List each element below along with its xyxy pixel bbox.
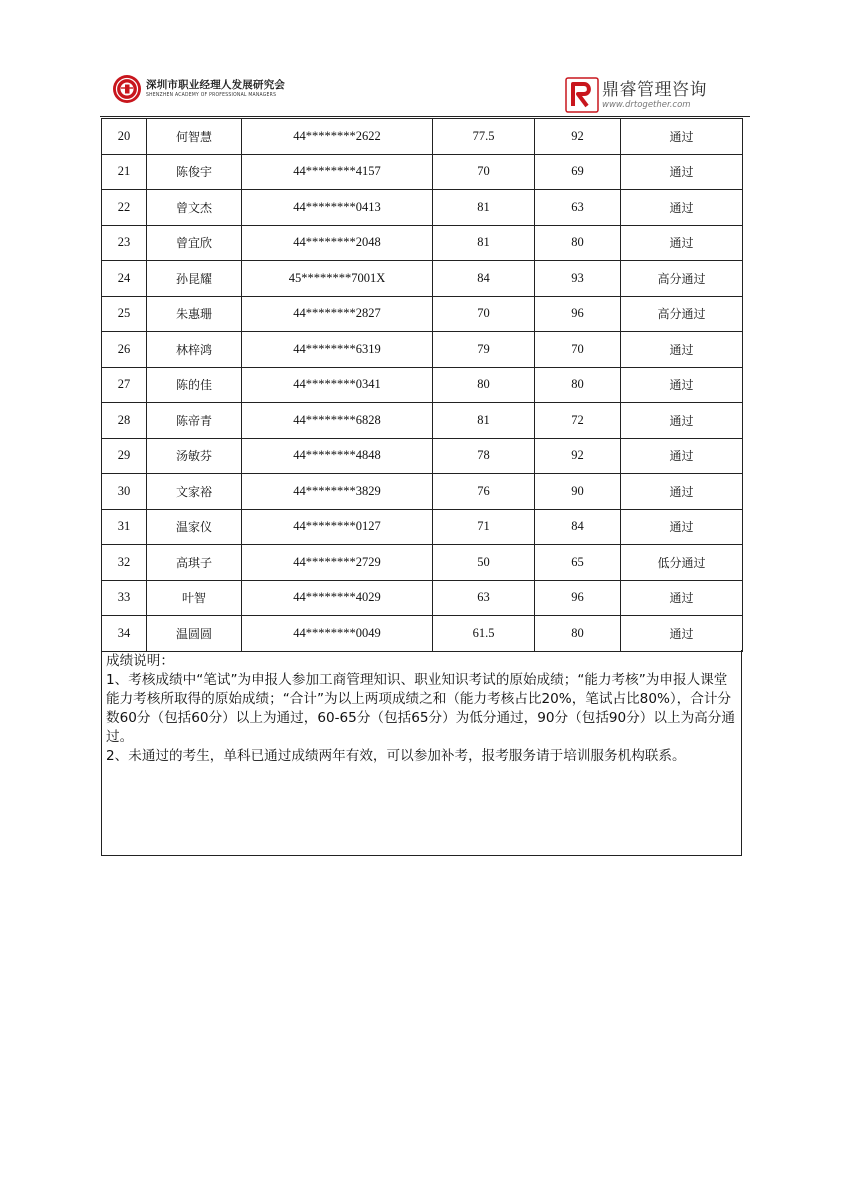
candidate-name: 陈帝青 — [147, 403, 242, 439]
ability-score: 96 — [535, 580, 621, 616]
candidate-name: 陈俊宇 — [147, 154, 242, 190]
result-status: 通过 — [621, 403, 743, 439]
row-number: 22 — [102, 190, 147, 226]
score-table — [101, 118, 743, 652]
id-number: 44********4157 — [242, 154, 433, 190]
score-table-body — [102, 119, 743, 652]
ability-score: 92 — [535, 119, 621, 155]
company-logo — [565, 77, 599, 113]
ability-score: 80 — [535, 367, 621, 403]
table-row — [102, 545, 743, 581]
candidate-name: 孙昆耀 — [147, 261, 242, 297]
candidate-name: 高琪子 — [147, 545, 242, 581]
result-status: 通过 — [621, 616, 743, 652]
table-row — [102, 296, 743, 332]
result-status: 通过 — [621, 119, 743, 155]
written-score: 50 — [433, 545, 535, 581]
ability-score: 93 — [535, 261, 621, 297]
written-score: 76 — [433, 474, 535, 510]
table-row — [102, 474, 743, 510]
table-row — [102, 403, 743, 439]
result-status: 通过 — [621, 154, 743, 190]
candidate-name: 曾宜欣 — [147, 225, 242, 261]
row-number: 30 — [102, 474, 147, 510]
company-name: 鼎睿管理咨询 — [602, 80, 707, 100]
id-number: 44********4848 — [242, 438, 433, 474]
id-number: 44********2622 — [242, 119, 433, 155]
score-notes — [101, 650, 742, 856]
table-row — [102, 154, 743, 190]
table-row — [102, 509, 743, 545]
table-row — [102, 190, 743, 226]
result-status: 通过 — [621, 438, 743, 474]
row-number: 32 — [102, 545, 147, 581]
table-row — [102, 367, 743, 403]
row-number: 33 — [102, 580, 147, 616]
candidate-name: 陈的佳 — [147, 367, 242, 403]
written-score: 70 — [433, 296, 535, 332]
result-status: 通过 — [621, 367, 743, 403]
written-score: 81 — [433, 403, 535, 439]
result-status: 通过 — [621, 225, 743, 261]
id-number: 44********4029 — [242, 580, 433, 616]
candidate-name: 曾文杰 — [147, 190, 242, 226]
company-url: www.drtogether.com — [602, 100, 691, 110]
written-score: 70 — [433, 154, 535, 190]
ability-score: 80 — [535, 616, 621, 652]
result-status: 高分通过 — [621, 261, 743, 297]
candidate-name: 何智慧 — [147, 119, 242, 155]
candidate-name: 朱惠珊 — [147, 296, 242, 332]
row-number: 20 — [102, 119, 147, 155]
written-score: 81 — [433, 190, 535, 226]
association-logo — [112, 74, 142, 104]
written-score: 84 — [433, 261, 535, 297]
row-number: 29 — [102, 438, 147, 474]
result-status: 高分通过 — [621, 296, 743, 332]
table-row — [102, 119, 743, 155]
ability-score: 80 — [535, 225, 621, 261]
ability-score: 70 — [535, 332, 621, 368]
id-number: 44********6828 — [242, 403, 433, 439]
ability-score: 84 — [535, 509, 621, 545]
ability-score: 90 — [535, 474, 621, 510]
id-number: 44********2827 — [242, 296, 433, 332]
written-score: 61.5 — [433, 616, 535, 652]
written-score: 81 — [433, 225, 535, 261]
id-number: 44********2048 — [242, 225, 433, 261]
candidate-name: 温家仪 — [147, 509, 242, 545]
id-number: 44********0049 — [242, 616, 433, 652]
ability-score: 65 — [535, 545, 621, 581]
company-header — [565, 76, 707, 114]
association-name-english: SHENZHEN ACADEMY OF PROFESSIONAL MANAGERS — [146, 92, 277, 98]
notes-item-1: 1、考核成绩中“笔试”为申报人参加工商管理知识、职业知识考试的原始成绩；“能力考核”为申报人课堂能力考核所取得的原始成绩；“合计”为以上两项成绩之和（能力考核占比20%，笔试占比80%），合计分数60分（包括60分）以上为通过，60-65分（包括65分）为低分通过，90分（包括90分）以上为高分通过。 — [106, 672, 735, 745]
ability-score: 92 — [535, 438, 621, 474]
result-status: 通过 — [621, 580, 743, 616]
row-number: 23 — [102, 225, 147, 261]
row-number: 31 — [102, 509, 147, 545]
row-number: 24 — [102, 261, 147, 297]
table-row — [102, 332, 743, 368]
candidate-name: 文家裕 — [147, 474, 242, 510]
result-status: 通过 — [621, 509, 743, 545]
association-header — [112, 72, 291, 106]
row-number: 21 — [102, 154, 147, 190]
ability-score: 96 — [535, 296, 621, 332]
notes-title: 成绩说明： — [106, 653, 174, 669]
written-score: 63 — [433, 580, 535, 616]
row-number: 27 — [102, 367, 147, 403]
association-name: 深圳市职业经理人发展研究会 — [146, 79, 286, 91]
result-status: 通过 — [621, 474, 743, 510]
id-number: 44********0341 — [242, 367, 433, 403]
written-score: 78 — [433, 438, 535, 474]
candidate-name: 温圆圆 — [147, 616, 242, 652]
header-divider — [100, 116, 750, 117]
candidate-name: 汤敏芬 — [147, 438, 242, 474]
id-number: 44********2729 — [242, 545, 433, 581]
id-number: 44********0127 — [242, 509, 433, 545]
row-number: 25 — [102, 296, 147, 332]
id-number: 45********7001X — [242, 261, 433, 297]
id-number: 44********0413 — [242, 190, 433, 226]
written-score: 77.5 — [433, 119, 535, 155]
table-row — [102, 438, 743, 474]
table-row — [102, 580, 743, 616]
candidate-name: 叶智 — [147, 580, 242, 616]
ability-score: 72 — [535, 403, 621, 439]
row-number: 26 — [102, 332, 147, 368]
id-number: 44********3829 — [242, 474, 433, 510]
table-row — [102, 225, 743, 261]
written-score: 80 — [433, 367, 535, 403]
row-number: 28 — [102, 403, 147, 439]
ability-score: 69 — [535, 154, 621, 190]
result-status: 通过 — [621, 332, 743, 368]
id-number: 44********6319 — [242, 332, 433, 368]
result-status: 通过 — [621, 190, 743, 226]
table-row — [102, 616, 743, 652]
written-score: 79 — [433, 332, 535, 368]
notes-item-2: 2、未通过的考生，单科已通过成绩两年有效，可以参加补考，报考服务请于培训服务机构联系。 — [106, 748, 686, 764]
candidate-name: 林梓鸿 — [147, 332, 242, 368]
row-number: 34 — [102, 616, 147, 652]
result-status: 低分通过 — [621, 545, 743, 581]
table-row — [102, 261, 743, 297]
ability-score: 63 — [535, 190, 621, 226]
written-score: 71 — [433, 509, 535, 545]
